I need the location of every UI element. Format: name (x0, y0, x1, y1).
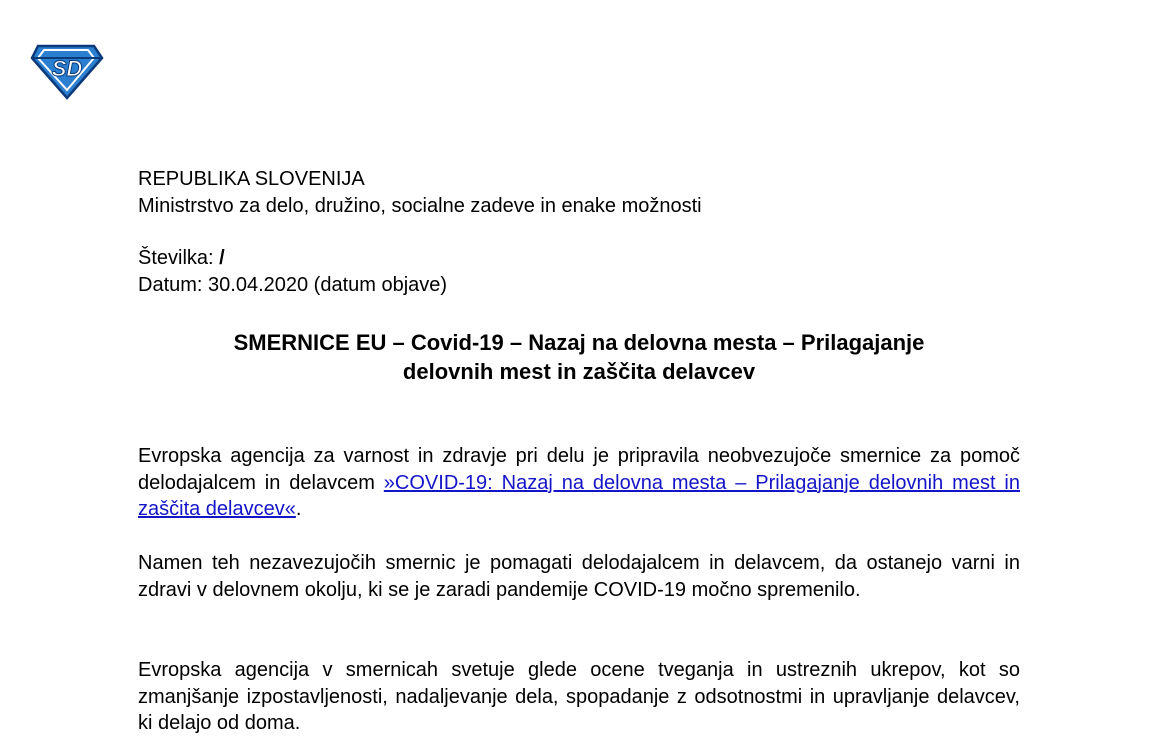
header-country: REPUBLIKA SLOVENIJA (138, 168, 365, 190)
title-line-1: SMERNICE EU – Covid-19 – Nazaj na delovna mesta – Prilagajanje (233, 330, 925, 355)
number-value: / (219, 247, 225, 269)
header-ministry: Ministrstvo za delo, družino, socialne zadeve in enake možnosti (138, 195, 702, 217)
paragraph-1-text: Evropska agencija za varnost in zdravje pri delu je pripravila neobvezujoče smernice za pomoč delodajalcem in delavcem (138, 445, 1020, 494)
document-date: Datum: 30.04.2020 (datum objave) (138, 274, 448, 296)
document-title (138, 328, 1020, 386)
paragraph-1-end: . (295, 498, 302, 520)
guidelines-link[interactable]: »COVID-19: Nazaj na delovna mesta – Prilagajanje delovnih mest in zaščita delavcev« (138, 471, 1020, 520)
paragraph-1 (138, 443, 1020, 523)
number-label: Številka: (138, 247, 214, 269)
sd-diamond-logo-icon (30, 40, 104, 100)
document-number (138, 246, 225, 270)
paragraph-3: Evropska agencija v smernicah svetuje glede ocene tveganja in ustreznih ukrepov, kot so zmanjšanje izpostavljenosti, nadaljevanje dela, spopadanje z odsotnostmi in upravljanje delavcev, ki delajo od doma. (138, 659, 1020, 734)
paragraph-2: Namen teh nezavezujočih smernic je pomagati delodajalcem in delavcem, da ostanejo varni in zdravi v delovnem okolju, ki se je zaradi pandemije COVID-19 močno spremenilo. (138, 552, 1020, 601)
title-line-2: delovnih mest in zaščita delavcev (402, 359, 756, 384)
logo-lettering: SD (51, 56, 83, 81)
